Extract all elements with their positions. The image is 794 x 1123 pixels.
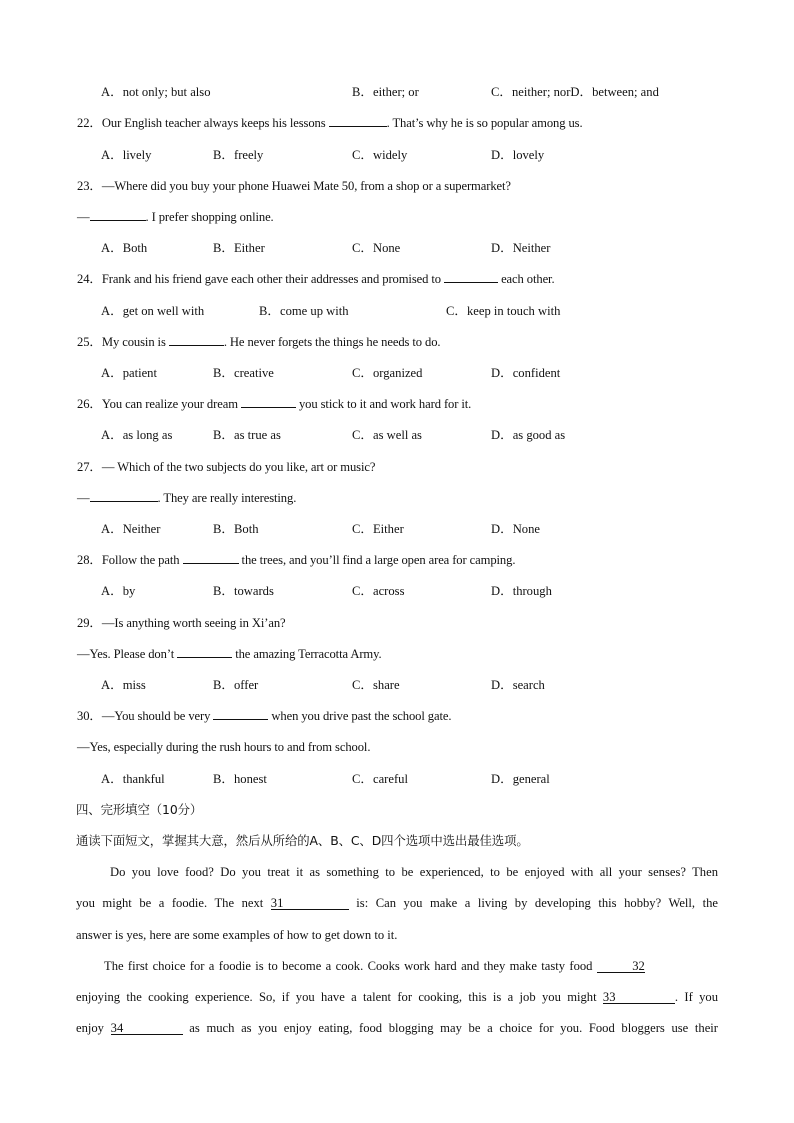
answer-blank <box>169 334 224 346</box>
q27-option-d: D．None <box>491 522 540 536</box>
q22-option-b: B．freely <box>213 148 264 162</box>
answer-blank <box>213 708 268 720</box>
passage-line: enjoying the cooking experience. So, if you have a talent for cooking, this is a job you might 33 . If you <box>76 990 718 1004</box>
passage-line: answer is yes, here are some examples of how to get down to it. <box>76 928 398 942</box>
blank-31: 31 <box>271 898 349 910</box>
q21-option-b: B．either; or <box>352 85 419 99</box>
blank-33: 33 <box>603 992 675 1004</box>
q23-option-a: A．Both <box>101 241 148 255</box>
q29-option-b: B．offer <box>213 678 259 692</box>
q30-option-d: D．general <box>491 772 550 786</box>
q29-option-c: C．share <box>352 678 400 692</box>
blank-34: 34 <box>111 1023 183 1035</box>
q25-option-c: C．organized <box>352 366 423 380</box>
passage-line: enjoy 34 as much as you enjoy eating, food blogging may be a choice for you. Food bloggers use their <box>76 1021 718 1035</box>
q25-option-b: B．creative <box>213 366 274 380</box>
passage-line: you might be a foodie. The next 31 is: Can you make a living by developing this hobby? Well, the <box>76 896 718 910</box>
q24-option-c: C．keep in touch with <box>446 304 561 318</box>
passage-line: The first choice for a foodie is to become a cook. Cooks work hard and they make tasty food 32 <box>104 959 645 973</box>
q30-option-a: A．thankful <box>101 772 165 786</box>
q23-option-c: C．None <box>352 241 401 255</box>
question-28: 28．Follow the path the trees, and you’ll find a large open area for camping. <box>77 553 516 567</box>
q23-option-d: D．Neither <box>491 241 551 255</box>
question-26: 26．You can realize your dream you stick to it and work hard for it. <box>77 397 472 411</box>
answer-blank <box>183 552 239 564</box>
section-heading: 四、完形填空（10分） <box>76 802 203 817</box>
q29-option-a: A．miss <box>101 678 146 692</box>
question-27: 27．— Which of the two subjects do you like, art or music? <box>77 460 376 474</box>
q27-option-a: A．Neither <box>101 522 161 536</box>
q23-option-b: B．Either <box>213 241 265 255</box>
answer-blank <box>177 646 232 658</box>
question-29-answer-line: —Yes. Please don’t the amazing Terracotta Army. <box>77 647 382 661</box>
q21-option-cd: C．neither; norD．between; and <box>491 85 659 99</box>
q28-option-a: A．by <box>101 584 136 598</box>
q26-option-a: A．as long as <box>101 428 173 442</box>
q30-option-b: B．honest <box>213 772 267 786</box>
q24-option-b: B．come up with <box>259 304 349 318</box>
question-24: 24．Frank and his friend gave each other their addresses and promised to each other. <box>77 272 555 286</box>
q26-option-c: C．as well as <box>352 428 422 442</box>
q27-option-c: C．Either <box>352 522 404 536</box>
question-30-answer-line: —Yes, especially during the rush hours to and from school. <box>77 740 371 754</box>
question-22: 22．Our English teacher always keeps his lessons . That’s why he is so popular among us. <box>77 116 583 130</box>
answer-blank <box>90 490 158 502</box>
question-23: 23．—Where did you buy your phone Huawei Mate 50, from a shop or a supermarket? <box>77 179 511 193</box>
q22-option-a: A．lively <box>101 148 152 162</box>
q26-option-b: B．as true as <box>213 428 281 442</box>
q25-option-a: A．patient <box>101 366 157 380</box>
question-27-answer-line: — . They are really interesting. <box>77 491 297 505</box>
q24-option-a: A．get on well with <box>101 304 205 318</box>
q28-option-d: D．through <box>491 584 552 598</box>
answer-blank <box>90 209 146 221</box>
q28-option-b: B．towards <box>213 584 274 598</box>
question-30: 30．—You should be very when you drive past the school gate. <box>77 709 452 723</box>
q30-option-c: C．careful <box>352 772 408 786</box>
q22-option-d: D．lovely <box>491 148 545 162</box>
question-25: 25．My cousin is . He never forgets the things he needs to do. <box>77 335 441 349</box>
question-23-answer-line: — . I prefer shopping online. <box>77 210 274 224</box>
question-29: 29．—Is anything worth seeing in Xi’an? <box>77 616 286 630</box>
blank-32: 32 <box>597 961 645 973</box>
q21-option-a: A．not only; but also <box>101 85 211 99</box>
answer-blank <box>444 271 498 283</box>
q26-option-d: D．as good as <box>491 428 566 442</box>
q29-option-d: D．search <box>491 678 545 692</box>
q28-option-c: C．across <box>352 584 405 598</box>
q25-option-d: D．confident <box>491 366 561 380</box>
passage-line: Do you love food? Do you treat it as something to be experienced, to be enjoyed with all your senses? Then <box>110 865 718 879</box>
section-instruction: 通读下面短文，掌握其大意，然后从所给的A、B、C、D四个选项中选出最佳选项。 <box>76 833 529 848</box>
q22-option-c: C．widely <box>352 148 408 162</box>
answer-blank <box>329 115 387 127</box>
answer-blank <box>241 396 296 408</box>
q27-option-b: B．Both <box>213 522 259 536</box>
